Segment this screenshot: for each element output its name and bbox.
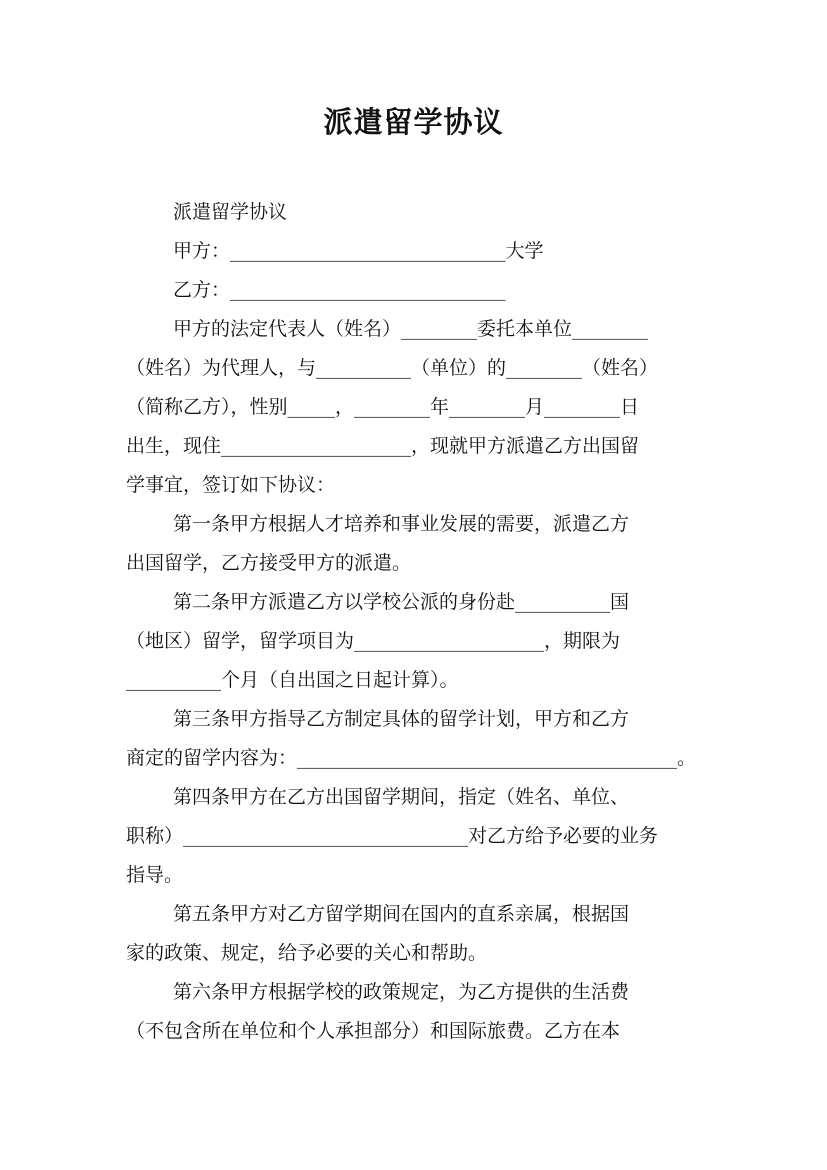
doc-line-party-b: 乙方：_____________________________	[173, 279, 506, 301]
doc-line-heading: 派遣留学协议	[173, 201, 288, 223]
doc-line-article-4: 第四条甲方在乙方出国留学期间，指定（姓名、单位、	[173, 786, 630, 808]
doc-line-article-5: 第五条甲方对乙方留学期间在国内的直系亲属，根据国	[173, 903, 630, 925]
doc-line-article-5: 家的政策、规定，给予必要的关心和帮助。	[126, 942, 488, 964]
doc-line-paragraph: （简称乙方），性别_____，________年________月________日	[126, 396, 640, 418]
doc-line-party-a: 甲方：_____________________________大学	[173, 240, 544, 262]
doc-line-article-4: 职称）______________________________对乙方给予必要的业务	[126, 825, 659, 847]
doc-line-article-3: 商定的留学内容为：________________________________________。	[126, 747, 697, 769]
doc-line-article-2: 第二条甲方派遣乙方以学校公派的身份赴__________国	[173, 591, 630, 613]
doc-line-article-1: 第一条甲方根据人才培养和事业发展的需要，派遣乙方	[173, 513, 630, 535]
doc-line-article-6: （不包含所在单位和个人承担部分）和国际旅费。乙方在本	[126, 1020, 621, 1042]
doc-line-article-1: 出国留学，乙方接受甲方的派遣。	[126, 552, 412, 574]
doc-line-paragraph: 学事宜，签订如下协议：	[126, 474, 336, 496]
doc-line-article-4: 指导。	[126, 864, 184, 886]
doc-line-paragraph: 出生，现住____________________，现就甲方派遣乙方出国留	[126, 435, 640, 457]
document-title: 派遣留学协议	[323, 105, 504, 139]
doc-line-paragraph: 甲方的法定代表人（姓名）________委托本单位________	[173, 318, 649, 340]
doc-line-article-3: 第三条甲方指导乙方制定具体的留学计划，甲方和乙方	[173, 708, 630, 730]
doc-line-paragraph: （姓名）为代理人，与__________（单位）的________（姓名）	[126, 357, 659, 379]
doc-line-article-6: 第六条甲方根据学校的政策规定，为乙方提供的生活费	[173, 981, 630, 1003]
doc-line-article-2: （地区）留学，留学项目为____________________，期限为	[126, 630, 621, 652]
doc-line-article-2: __________个月（自出国之日起计算）。	[126, 669, 459, 691]
